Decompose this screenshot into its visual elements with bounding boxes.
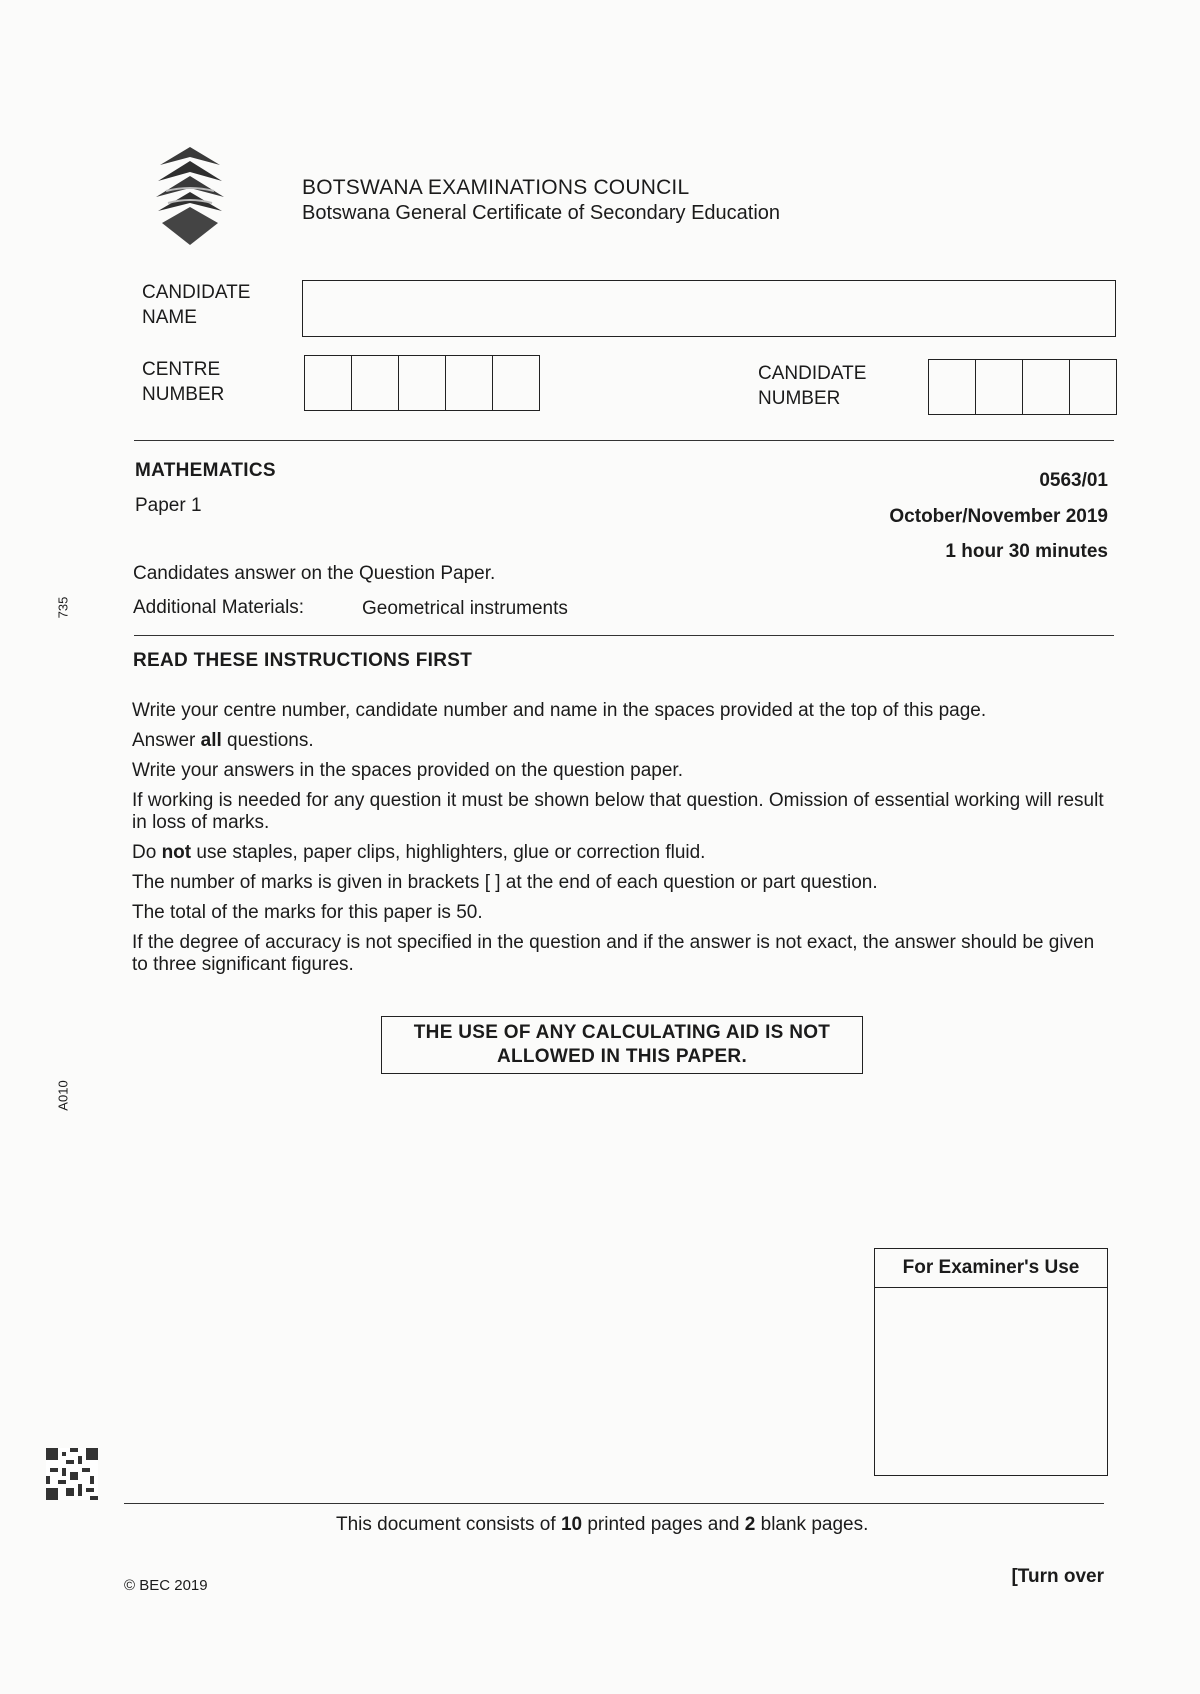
divider <box>134 440 1114 441</box>
centre-digit-cell[interactable] <box>305 356 352 410</box>
exam-duration: 1 hour 30 minutes <box>945 541 1108 562</box>
copyright: © BEC 2019 <box>124 1577 208 1594</box>
margin-code-top: 735 <box>55 596 71 619</box>
divider <box>134 635 1114 636</box>
qr-code-icon <box>46 1448 98 1500</box>
instruction-item: The total of the marks for this paper is 50. <box>132 902 483 923</box>
centre-digit-cell[interactable] <box>352 356 399 410</box>
bec-logo <box>150 145 230 247</box>
candidate-digit-cell[interactable] <box>976 360 1023 414</box>
materials-label: Additional Materials: <box>133 597 305 618</box>
instruction-item: If working is needed for any question it must be shown below that question. Omission of essential working will result in loss of marks. <box>132 790 1104 833</box>
candidate-digit-cell[interactable] <box>1023 360 1070 414</box>
candidate-name-label: CANDIDATE NAME <box>142 282 251 328</box>
candidate-name-field[interactable] <box>302 280 1116 337</box>
council-title: BOTSWANA EXAMINATIONS COUNCIL <box>302 176 690 199</box>
instruction-item: Answer all questions. <box>132 730 314 751</box>
centre-digit-cell[interactable] <box>446 356 493 410</box>
centre-number-field[interactable] <box>304 355 540 411</box>
centre-digit-cell[interactable] <box>399 356 446 410</box>
instruction-item: Do not use staples, paper clips, highlighters, glue or correction fluid. <box>132 842 706 863</box>
candidate-number-label: CANDIDATE NUMBER <box>758 363 867 409</box>
syllabus-code: 0563/01 <box>1039 470 1108 491</box>
materials-value: Geometrical instruments <box>362 598 568 619</box>
candidate-digit-cell[interactable] <box>1070 360 1116 414</box>
instructions-heading: READ THESE INSTRUCTIONS FIRST <box>133 650 473 671</box>
centre-number-label: CENTRE NUMBER <box>142 359 225 405</box>
instruction-item: If the degree of accuracy is not specified in the question and if the answer is not exact, the answer should be given to three significant figures. <box>132 932 1095 975</box>
margin-code-bottom: A010 <box>55 1080 71 1111</box>
instruction-item: Write your centre number, candidate number and name in the spaces provided at the top of this page. <box>132 700 987 721</box>
instruction-item: Write your answers in the spaces provided on the question paper. <box>132 760 683 781</box>
turn-over: [Turn over <box>1011 1566 1104 1587</box>
subject-title: MATHEMATICS <box>135 460 276 481</box>
exam-session: October/November 2019 <box>889 506 1108 527</box>
centre-digit-cell[interactable] <box>493 356 539 410</box>
calculator-warning: THE USE OF ANY CALCULATING AID IS NOT ALLOWED IN THIS PAPER. <box>381 1016 863 1074</box>
footer-divider <box>124 1503 1104 1504</box>
candidate-number-field[interactable] <box>928 359 1117 415</box>
examiners-use-heading: For Examiner's Use <box>875 1249 1107 1288</box>
answer-note: Candidates answer on the Question Paper. <box>133 563 496 584</box>
instruction-item: The number of marks is given in brackets [ ] at the end of each question or part question. <box>132 872 878 893</box>
examiners-use-box[interactable] <box>874 1248 1108 1476</box>
paper-number: Paper 1 <box>135 495 202 516</box>
page-count-note: This document consists of 10 printed pages and 2 blank pages. <box>336 1514 869 1535</box>
instructions-list <box>132 700 1104 984</box>
certificate-title: Botswana General Certificate of Secondary Education <box>302 202 781 224</box>
candidate-digit-cell[interactable] <box>929 360 976 414</box>
